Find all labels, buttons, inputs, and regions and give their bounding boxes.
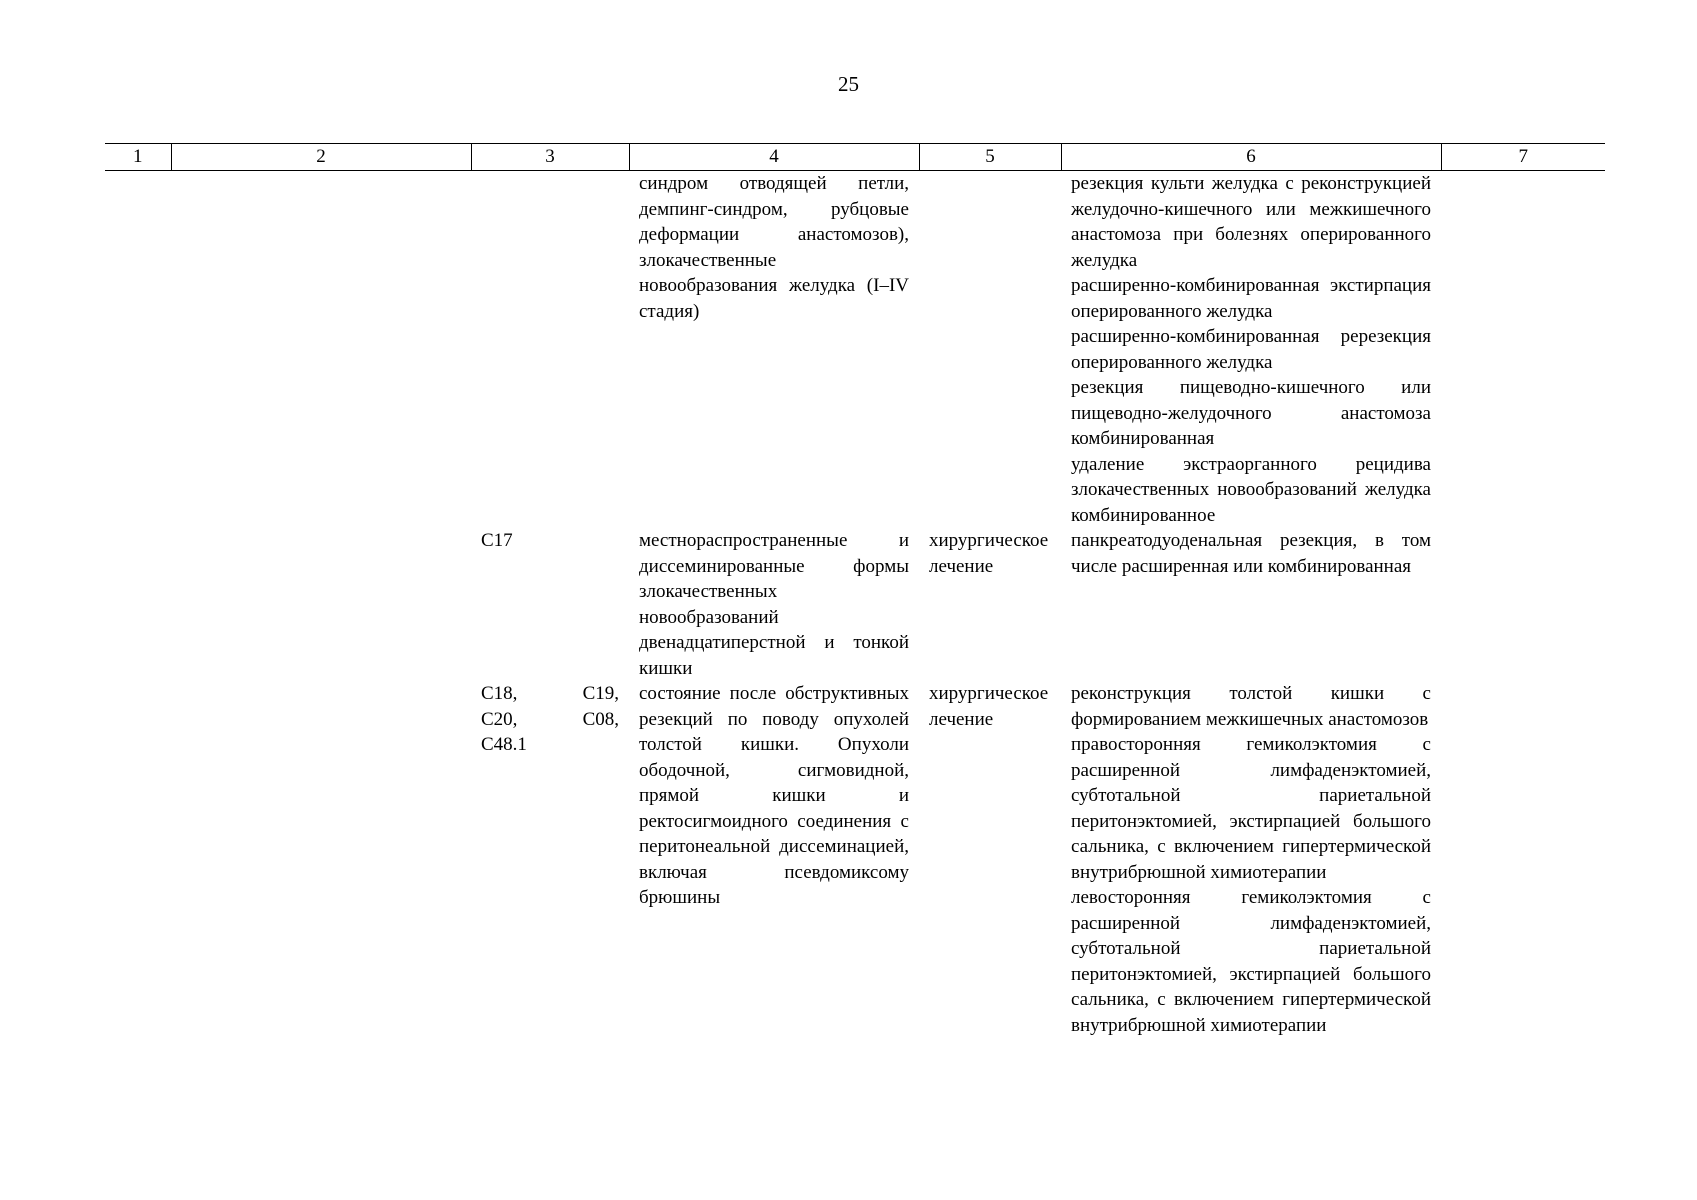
treatment-method: левосторонняя гемиколэктомия с расширенной лимфаденэктомией, субтотальной париетальной перитонэктомией, экстирпацией большого сальника, с включением гипертермической внутрибрюшной химиотерапии bbox=[1071, 887, 1431, 1036]
column-header-7: 7 bbox=[1441, 144, 1605, 171]
cell-treatment-type: хирургическое лечение bbox=[929, 683, 1049, 730]
column-header-5: 5 bbox=[919, 144, 1061, 171]
column-header-3: 3 bbox=[471, 144, 629, 171]
table-row bbox=[105, 528, 1605, 681]
treatment-method: реконструкция толстой кишки с формированием межкишечных анастомозов bbox=[1071, 683, 1431, 730]
treatment-method: резекция пищеводно-кишечного или пищеводно-желудочного анастомоза комбинированная bbox=[1071, 377, 1431, 449]
column-header-4: 4 bbox=[629, 144, 919, 171]
cell-treatment-methods bbox=[1061, 171, 1441, 529]
cell-diagnosis: состояние после обструктивных резекций по поводу опухолей толстой кишки. Опухоли ободочной, сигмовидной, прямой кишки и ректосигмоидного соединения с перитонеальной диссеминацией, включая псевдомиксому брюшины bbox=[639, 683, 909, 908]
cell-treatment-methods bbox=[1061, 528, 1441, 681]
treatment-method: правосторонняя гемиколэктомия с расширенной лимфаденэктомией, субтотальной париетальной перитонэктомией, экстирпацией большого сальника, с включением гипертермической внутрибрюшной химиотерапии bbox=[1071, 734, 1431, 883]
cell-treatment-methods bbox=[1061, 681, 1441, 1038]
cell-profile bbox=[171, 681, 471, 1038]
cell-cost bbox=[1441, 681, 1605, 1038]
page-number: 25 bbox=[838, 72, 859, 96]
cell-treatment-type bbox=[919, 171, 1061, 529]
cell-diagnosis-codes bbox=[471, 681, 629, 1038]
diagnosis-code: C48.1 bbox=[481, 734, 527, 755]
cell-diagnosis-codes bbox=[471, 528, 629, 681]
column-header-2: 2 bbox=[171, 144, 471, 171]
column-number-row bbox=[105, 144, 1605, 171]
cell-number bbox=[105, 171, 171, 529]
treatment-method: расширенно-комбинированная экстирпация оперированного желудка bbox=[1071, 275, 1431, 322]
cell-profile bbox=[171, 171, 471, 529]
column-header-6: 6 bbox=[1061, 144, 1441, 171]
treatment-method: резекция культи желудка с реконструкцией желудочно-кишечного или межкишечного анастомоза при болезнях оперированного желудка bbox=[1071, 173, 1431, 271]
treatment-method: удаление экстраорганного рецидива злокачественных новообразований желудка комбинированное bbox=[1071, 453, 1431, 526]
treatment-method: расширенно-комбинированная ререзекция оперированного желудка bbox=[1071, 326, 1431, 373]
diagnosis-code: C20, bbox=[481, 708, 518, 730]
cell-profile bbox=[171, 528, 471, 681]
cell-diagnosis: синдром отводящей петли, демпинг-синдром, рубцовые деформации анастомозов), злокачественные новообразования желудка (I–IV стадия) bbox=[639, 173, 909, 322]
cell-cost bbox=[1441, 171, 1605, 529]
cell-diagnosis: местнораспространенные и диссеминированные формы злокачественных новообразований двенадцатиперстной и тонкой кишки bbox=[639, 530, 909, 679]
cell-diagnosis-codes bbox=[471, 171, 629, 529]
cell-cost bbox=[1441, 528, 1605, 681]
cell-number bbox=[105, 528, 171, 681]
diagnosis-code: C08, bbox=[582, 708, 619, 730]
diagnosis-code: C18, bbox=[481, 683, 518, 704]
diagnosis-code: C19, bbox=[582, 683, 619, 704]
column-header-1: 1 bbox=[105, 144, 171, 171]
cell-treatment-type: хирургическое лечение bbox=[929, 530, 1049, 577]
medical-procedures-table bbox=[105, 143, 1605, 1038]
table-row bbox=[105, 681, 1605, 1038]
table-row bbox=[105, 171, 1605, 529]
treatment-method: панкреатодуоденальная резекция, в том числе расширенная или комбинированная bbox=[1071, 530, 1431, 577]
cell-number bbox=[105, 681, 171, 1038]
diagnosis-code: C17 bbox=[481, 530, 513, 551]
